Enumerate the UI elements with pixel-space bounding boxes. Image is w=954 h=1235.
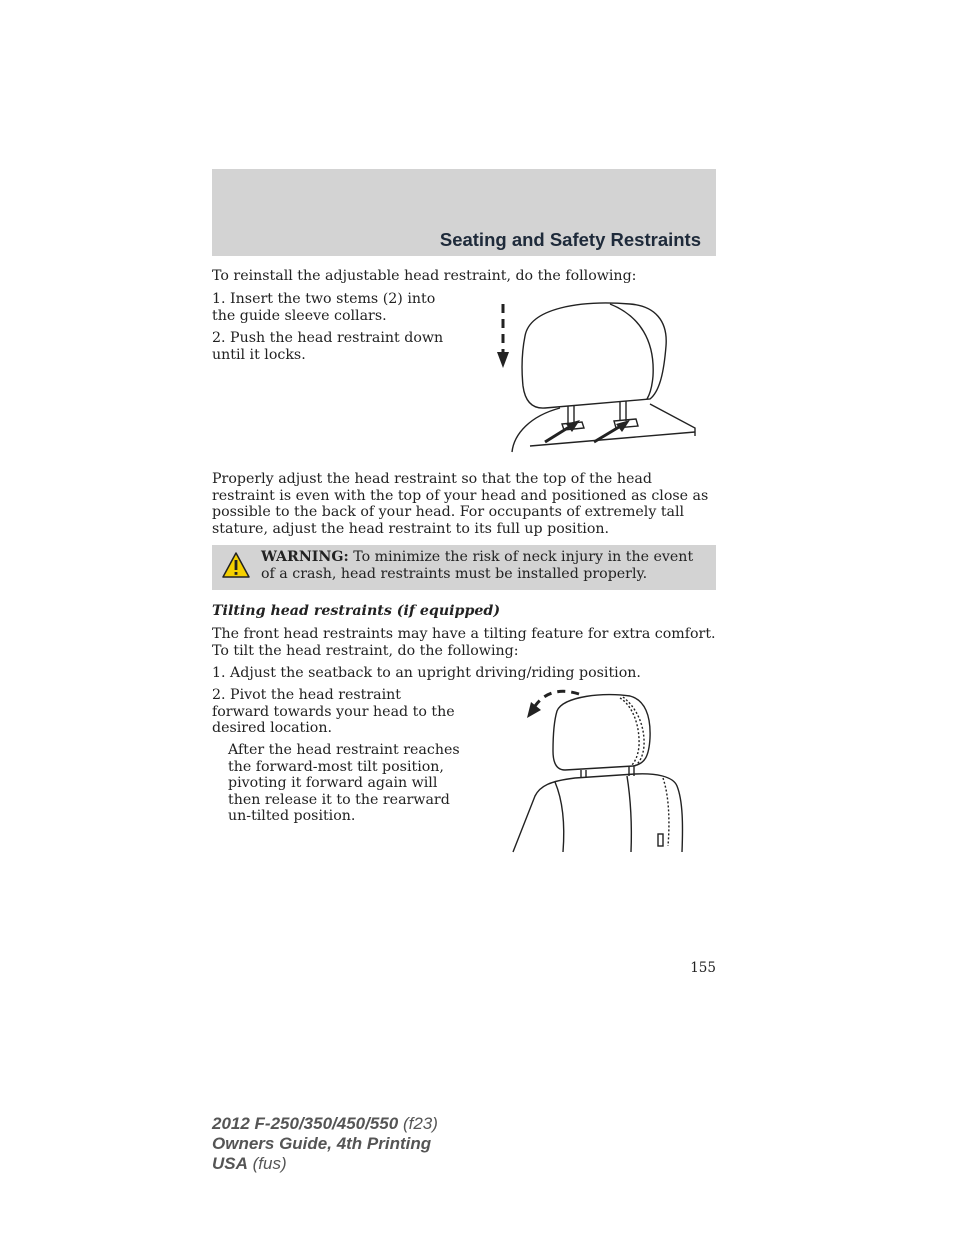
footer-line-1 [212, 1114, 438, 1134]
tilting-step-2: 2. Pivot the head restraint forward towards your head to the desired location. [212, 687, 455, 736]
tilting-intro: The front head restraints may have a tilting feature for extra comfort. To tilt the head restraint, do the following: [212, 626, 716, 659]
warning-label: WARNING: [261, 549, 349, 565]
footer-model: 2012 F-250/350/450/550 [212, 1114, 399, 1133]
warning-text [261, 549, 711, 582]
tilting-note: After the head restraint reaches the forward-most tilt position, pivoting it forward again will then release it to the rearward un-tilted position. [228, 742, 460, 824]
reinstall-intro: To reinstall the adjustable head restraint, do the following: [212, 268, 637, 284]
document-footer [212, 1114, 438, 1174]
reinstall-step-2: 2. Push the head restraint down until it locks. [212, 330, 444, 363]
footer-region-code: (fus) [247, 1154, 287, 1173]
warning-triangle-icon [221, 551, 251, 579]
footer-model-code: (f23) [398, 1114, 438, 1133]
footer-line-3 [212, 1154, 438, 1174]
page-number: 155 [690, 960, 716, 976]
footer-line-2 [212, 1134, 438, 1154]
head-restraint-tilt-illustration [505, 686, 690, 854]
footer-guide: Owners Guide, 4th Printing [212, 1134, 432, 1153]
section-title: Seating and Safety Restraints [439, 229, 701, 250]
adjust-paragraph: Properly adjust the head restraint so that the top of the head restraint is even with the top of your head and positioned as close as possible to the back of your head. For occupants of extremely tall stature, adjust the head restraint to its full up position. [212, 471, 709, 537]
tilting-heading: Tilting head restraints (if equipped) [212, 603, 501, 619]
reinstall-step-1: 1. Insert the two stems (2) into the guide sleeve collars. [212, 291, 436, 324]
footer-region: USA [212, 1154, 248, 1173]
head-restraint-install-illustration [490, 296, 700, 458]
warning-box [212, 545, 716, 590]
section-header-bar [212, 169, 716, 256]
tilting-step-1: 1. Adjust the seatback to an upright driving/riding position. [212, 665, 641, 681]
warning-message: To minimize the risk of neck injury in the event of a crash, head restraints must be installed properly. [261, 549, 694, 582]
